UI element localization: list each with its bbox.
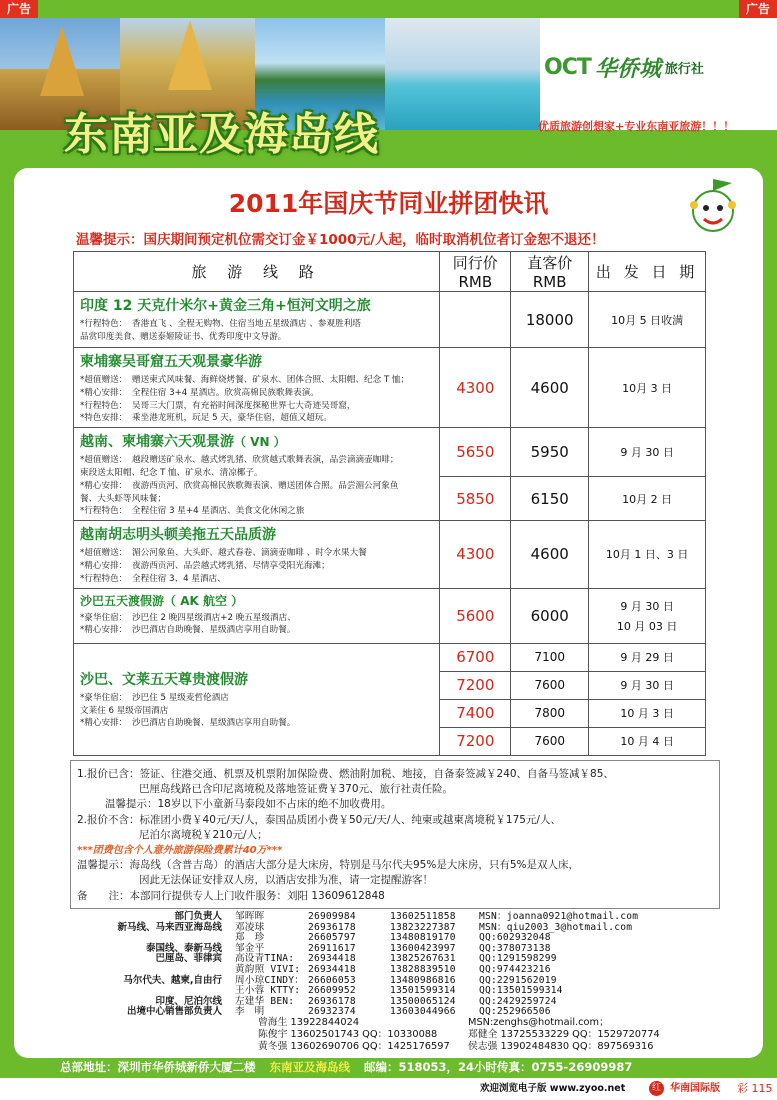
- contact-im: QQ:13501599314: [479, 985, 563, 997]
- departure-date: 10月 1 日、3 日: [589, 521, 706, 588]
- edition-name: 华南国际版: [670, 1083, 720, 1094]
- contact-name: 王小蓉 KTTY:: [235, 985, 301, 997]
- contact-directory: [70, 912, 720, 1052]
- contact-im: QQ:2291562019: [479, 974, 557, 986]
- logo-cn-text: 华侨城: [594, 56, 661, 82]
- detail-key: *精心安排：: [80, 718, 128, 729]
- contact-extra: 侯志强 13902484830 QQ：897569316: [468, 1041, 654, 1052]
- departure-date: 9 月 29 日: [589, 643, 706, 671]
- route-cambodia-detail: [74, 348, 440, 428]
- departure-date: 10 月 3 日: [589, 699, 706, 727]
- departure-date: 10 月 4 日: [589, 727, 706, 755]
- direct-price: 7800: [511, 699, 589, 727]
- contact-tel: 26605797: [308, 932, 356, 944]
- contact-mobile: 13501599314: [390, 985, 456, 997]
- detail-key: *超值赠送：: [80, 548, 128, 559]
- department-label: 印度、尼泊尔线: [155, 995, 222, 1007]
- contact-row: [235, 965, 719, 976]
- peer-price: 7400: [440, 699, 511, 727]
- detail-value: 夜游西贡河、欣赏高棉民族歌舞表演、赠送团体合照。品尝湄公河象鱼: [132, 480, 399, 491]
- term-included: 1.报价已含：签证、往港交通、机票及机票附加保险费、燃油附加税、地接，自备泰签减￥240、自备马签减￥85、: [77, 768, 614, 780]
- detail-key: *行程特色：: [80, 573, 128, 584]
- route-title: 柬埔寨吴哥窟五天观景豪华游: [80, 354, 262, 370]
- page-number: 彩 115: [737, 1082, 773, 1095]
- contact-mobile: 13602511858: [390, 911, 456, 922]
- table-header-row: [74, 252, 706, 292]
- direct-price-header: 直客价 RMB: [511, 252, 589, 292]
- detail-value: 赠送柬式风味餐、海鲜烧烤餐、矿泉水、团体合照、太阳帽、纪念 T 恤；: [132, 375, 410, 385]
- peer-price: 4300: [440, 521, 511, 588]
- term-excluded-cont: 尼泊尔离境税￥210元/人；: [139, 828, 268, 841]
- detail-value: 全程住宿 3 星+4 星酒店、美食文化休闲之旅: [132, 506, 305, 517]
- route-sabah-brunei-detail: [74, 643, 440, 755]
- route-india-detail: [74, 292, 440, 348]
- route-hcmc: [74, 521, 706, 588]
- detail-key: *行程特色：: [80, 506, 128, 517]
- detail-value: 湄公河象鱼、大头虾、越式春卷、滴滴壶咖啡 、时令水果大餐: [132, 548, 367, 559]
- detail-value: 沙巴住 5 星级麦哲伦酒店: [132, 692, 229, 703]
- direct-price: 7600: [511, 727, 589, 755]
- detail-key: *特色安排：: [80, 413, 128, 424]
- detail-key: *精心安排：: [80, 560, 128, 571]
- term-excluded: 2.报价不含：标准团小费￥40元/天/人，泰国品质团小费￥50元/天/人、纯柬或越柬离境税￥175元/人、: [77, 813, 561, 826]
- route-title: 越南胡志明头顿美拖五天品质游: [80, 527, 276, 544]
- departure-date: 10月 2 日: [589, 476, 706, 520]
- contact-im: QQ:378073138: [479, 942, 551, 954]
- contact-name: 左建华 BEN:: [235, 995, 295, 1007]
- contact-mobile: 13825267631: [390, 953, 456, 965]
- contact-mobile: 13500065124: [390, 995, 456, 1007]
- footer-postcode: 邮编：518053，24小时传真：0755-26909987: [364, 1060, 633, 1074]
- term-room-note-cont: 因此无法保证安排双人房，以酒店安排为准，请一定提醒游客！: [139, 874, 433, 887]
- contact-tel: 26936178: [308, 995, 356, 1007]
- direct-price: 5950: [511, 428, 589, 477]
- departure-date: 9 月 30 日: [589, 428, 706, 477]
- contact-im: QQ:602932048: [479, 932, 551, 944]
- contact-tel: 26932374: [308, 1006, 356, 1018]
- direct-price: 4600: [511, 348, 589, 428]
- beach-photo: [385, 18, 540, 130]
- contact-tel: 26934418: [308, 963, 356, 975]
- contact-tel: 26909984: [308, 911, 356, 922]
- detail-key: *豪华住宿：: [80, 692, 128, 703]
- contact-name: 黄韵照 VIVI:: [235, 963, 301, 975]
- footer-bar: [0, 1057, 777, 1077]
- detail-key: *精心安排：: [80, 387, 128, 398]
- deposit-notice: 温馨提示：国庆期间预定机位需交订金￥1000元/人起，临时取消机位者订金恕不退还！: [76, 232, 605, 248]
- department-label: [70, 965, 222, 976]
- headline: 2011年国庆节同业拼团快讯: [228, 189, 549, 218]
- footer-line: 东南亚及海岛线: [269, 1060, 351, 1074]
- ad-label-left: 广告: [0, 0, 38, 18]
- term-child-note: 温馨提示：18岁以下小童新马泰段如不占床的绝不加收费用。: [105, 798, 392, 811]
- route-title-main: 沙巴五天渡假游: [80, 593, 165, 608]
- detail-key: *豪华住宿：: [80, 612, 128, 623]
- direct-price: 6150: [511, 476, 589, 520]
- contact-name: 邓凌球: [235, 921, 265, 933]
- department-label: 新马线、马来西亚海岛线: [117, 921, 222, 933]
- logo-oct-text: OCT: [544, 55, 591, 80]
- term-included-cont: 巴厘岛线路已含印尼离境税及落地签证费￥370元、旅行社责任险。: [139, 783, 454, 796]
- route-table: [73, 251, 706, 756]
- contact-name: 郑 珍: [235, 932, 265, 944]
- departure-date: 10 月 03 日: [616, 619, 678, 633]
- direct-price: 6000: [511, 588, 589, 643]
- contact-tel: 26936178: [308, 921, 356, 933]
- departure-dates: [589, 588, 706, 643]
- contact-tel: 26609952: [308, 985, 356, 997]
- detail-key: *行程特色：: [80, 319, 128, 329]
- peer-price: 7200: [440, 671, 511, 699]
- route-vn-detail: [74, 428, 440, 521]
- route-sabah-brunei: [74, 643, 706, 671]
- detail-value: 沙巴酒店自助晚餐、星级酒店享用自助餐。: [132, 718, 296, 729]
- department-label: 泰国线、泰新马线: [145, 942, 222, 954]
- contact-name: 李 明: [235, 1006, 265, 1018]
- detail-value: 越段赠送矿泉水、越式烤乳猪、欣赏越式歌舞表演，品尝滴滴壶咖啡；: [132, 455, 399, 466]
- contact-mobile: 13600423997: [390, 942, 456, 954]
- detail-value: 香港直飞 、全程无购物、住宿当地五星级酒店 、参观胜利塔: [132, 319, 361, 329]
- route-title-tag: （ VN ）: [234, 435, 286, 450]
- route-cambodia: [74, 348, 706, 428]
- website-link[interactable]: 欢迎浏览电子版 www.zyoo.net: [480, 1083, 626, 1094]
- route-title: 印度 12 天克什米尔+黄金三角+恒河文明之旅: [80, 298, 371, 314]
- peer-price: [440, 292, 511, 348]
- peer-price-header: 同行价 RMB: [440, 252, 511, 292]
- contact-name: 邹晖晖: [235, 911, 265, 922]
- page-title: 东南亚及海岛线: [64, 109, 379, 160]
- contact-name: 高设青TINA:: [235, 953, 295, 965]
- contact-mobile: 13480986816: [390, 974, 456, 986]
- slogan: 优质旅游创想家+专业东南亚旅游！！！: [538, 120, 735, 133]
- contact-mobile: 13823227387: [390, 921, 456, 933]
- contact-name: 周小琼CINDY：: [235, 974, 305, 986]
- route-title: 沙巴、文莱五天尊贵渡假游: [80, 671, 248, 688]
- contact-extra: MSN:zenghs@hotmail.com；: [468, 1017, 609, 1028]
- department-label: 巴厘岛、菲律宾: [155, 953, 222, 965]
- detail-key: *精心安排：: [80, 480, 128, 491]
- direct-price: 7600: [511, 671, 589, 699]
- route-title-tag: （ AK 航空 ）: [164, 593, 244, 608]
- route-title: [80, 592, 435, 609]
- detail-value: 沙巴酒店自助晚餐、星级酒店享用自助餐。: [132, 625, 296, 636]
- direct-price: 4600: [511, 521, 589, 588]
- detail-value: 沙巴住 2 晚四星级酒店+2 晚五星级酒店、: [132, 612, 296, 623]
- contact-mobile: 13603044966: [390, 1006, 456, 1018]
- contact-im: QQ:974423216: [479, 963, 551, 975]
- peer-price: 4300: [440, 348, 511, 428]
- bottom-strip: [0, 1078, 777, 1100]
- contact-mobile: 13828839510: [390, 963, 456, 975]
- route-india: [74, 292, 706, 348]
- logo-tag-text: 旅行社: [664, 62, 704, 77]
- detail-value: 全程住宿 3、4 星酒店、: [132, 573, 226, 584]
- detail-key: *行程特色：: [80, 400, 128, 411]
- contact-im: MSN：joanna0921@hotmail.com: [479, 911, 639, 922]
- contact-grid: [235, 912, 719, 1018]
- contact-im: QQ:252966506: [479, 1006, 551, 1018]
- contact-extra: 陈俊宇 13602501743 QQ：10330088: [258, 1029, 438, 1040]
- contact-mobile: 13480819170: [390, 932, 456, 944]
- insurance-note: ***团费包含个人意外旅游保险费累计40万***: [77, 845, 283, 857]
- detail-value: 吴哥三大门票，有充裕时间深度探秘世界七大奇迹吴哥窟，: [132, 400, 356, 411]
- oct-logo: [544, 52, 704, 83]
- contact-tel: 26911617: [308, 942, 356, 954]
- detail-value: 夜游西贡河、品尝越式烤乳猪、尽情享受阳光海滩；: [132, 560, 330, 571]
- date-header: 出 发 日 期: [589, 252, 706, 292]
- contact-im: QQ:2429259724: [479, 995, 557, 1007]
- footer-address: 总部地址：深圳市华侨城新侨大厦二楼: [60, 1060, 256, 1074]
- term-room-note: 温馨提示：海岛线（含普吉岛）的酒店大部分是大床房，特别是马尔代夫95%是大床房，只有5%是双人床，: [77, 859, 579, 872]
- route-title: [80, 431, 435, 451]
- route-sabah: [74, 588, 706, 643]
- edition-badge: 红: [649, 1081, 664, 1096]
- peer-price: 5600: [440, 588, 511, 643]
- departure-date: 9 月 30 日: [589, 671, 706, 699]
- detail-value: 餐、大头虾等风味餐；: [80, 493, 166, 504]
- contact-im: MSN：qiu2003_3@hotmail.com: [479, 921, 633, 933]
- route-header: 旅 游 线 路: [74, 252, 440, 292]
- contact-row: [235, 912, 719, 923]
- departure-date: 9 月 30 日: [620, 599, 674, 613]
- contact-name: 邹金平: [235, 942, 265, 954]
- term-remark: 备 注：本部同行提供专人上门收件服务：刘阳 13609612848: [77, 889, 385, 902]
- departure-date: 10月 5 日收满: [589, 292, 706, 348]
- peer-price: 6700: [440, 643, 511, 671]
- ad-label-right: 广告: [739, 0, 777, 18]
- contact-extra: 曾海生 13922844024: [258, 1017, 360, 1028]
- contact-im: QQ:1291598299: [479, 953, 557, 965]
- route-hcmc-detail: [74, 521, 440, 588]
- route-title-main: 越南、柬埔寨六天观景游: [80, 434, 234, 451]
- department-label: 马尔代夫、越柬,自由行: [123, 974, 222, 986]
- peer-price: 5850: [440, 476, 511, 520]
- peer-price: 5650: [440, 428, 511, 477]
- detail-value: 全程住宿 3+4 星酒店。欣赏高棉民族歌舞表演。: [132, 387, 319, 398]
- route-sabah-detail: [74, 588, 440, 643]
- detail-key: *超值赠送：: [80, 455, 128, 466]
- detail-key: *超值赠送：: [80, 375, 128, 385]
- terms-box: [70, 760, 720, 909]
- department-label: 部门负责人: [174, 911, 222, 922]
- detail-value: 文莱住 6 星级帝国酒店: [80, 705, 169, 716]
- direct-price: 18000: [511, 292, 589, 348]
- contact-extra: 黄冬强 13602690706 QQ：1425176597: [258, 1041, 450, 1052]
- contact-tel: 26606053: [308, 974, 356, 986]
- detail-value: 柬段送太阳帽、纪念 T 恤、矿泉水、清凉椰子。: [80, 467, 263, 478]
- department-label: 出境中心销售部负责人: [126, 1006, 222, 1018]
- contact-extra: 郑健全 13725533229 QQ：1529720774: [468, 1029, 660, 1040]
- peer-price: 7200: [440, 727, 511, 755]
- license-number: 许可证号：L-GD-CJ00044: [580, 97, 733, 111]
- contact-tel: 26934418: [308, 953, 356, 965]
- department-list: [70, 912, 222, 1018]
- detail-value: 品赏印度美食、赠送泰姬陵证书、优秀印度中文导游。: [80, 331, 287, 342]
- departure-date: 10月 3 日: [589, 348, 706, 428]
- route-vietnam-cambodia: [74, 428, 706, 477]
- detail-value: 乘坐港龙班机，玩足 5 天，豪华住宿，超值又超玩。: [132, 413, 332, 424]
- detail-key: *精心安排：: [80, 625, 128, 636]
- direct-price: 7100: [511, 643, 589, 671]
